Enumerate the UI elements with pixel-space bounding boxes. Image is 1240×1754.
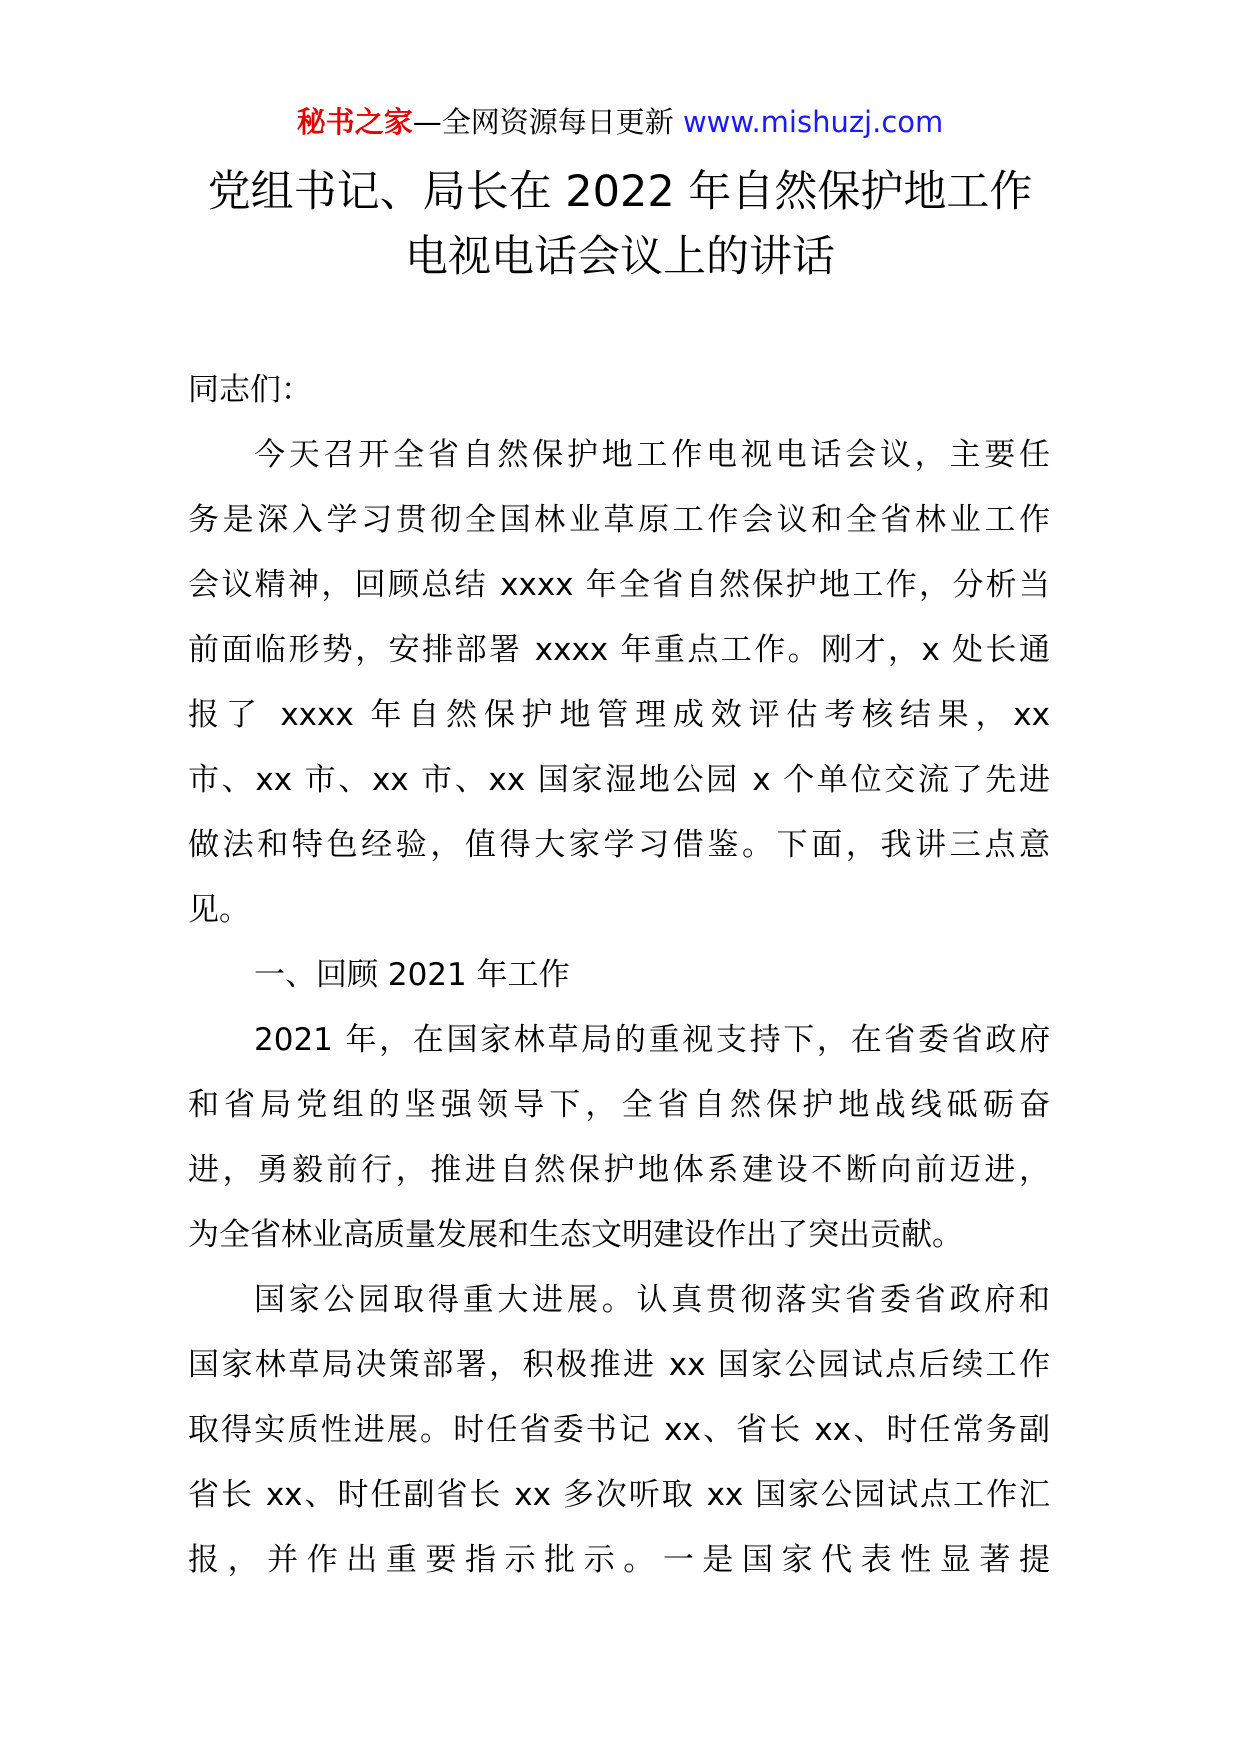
- paragraph-line: 报了 xxxx 年自然保护地管理成效评估考核结果，xx: [188, 697, 1050, 733]
- paragraph-line: 为全省林业高质量发展和生态文明建设作出了突出贡献。: [188, 1217, 963, 1253]
- document-title: [0, 160, 1240, 290]
- document-body: [188, 358, 1050, 1593]
- paragraph-line: 进，勇毅前行，推进自然保护地体系建设不断向前迈进，: [188, 1152, 1050, 1188]
- paragraph-line: 做法和特色经验，值得大家学习借鉴。下面，我讲三点意: [188, 827, 1050, 863]
- paragraph-line: 会议精神，回顾总结 xxxx 年全省自然保护地工作，分析当: [188, 567, 1050, 603]
- paragraph-line: 报，并作出重要指示批示。一是国家代表性显著提: [188, 1542, 1050, 1578]
- paragraph-line: 务是深入学习贯彻全国林业草原工作会议和全省林业工作: [188, 502, 1050, 538]
- site-url-link[interactable]: www.mishuzj.com: [682, 105, 944, 139]
- paragraph-line: 前面临形势，安排部署 xxxx 年重点工作。刚才，x 处长通: [188, 632, 1050, 668]
- paragraph-line: 省长 xx、时任副省长 xx 多次听取 xx 国家公园试点工作汇: [188, 1477, 1050, 1513]
- paragraph-line: 2021 年，在国家林草局的重视支持下，在省委省政府: [254, 1022, 1050, 1058]
- site-brand: 秘书之家: [296, 105, 413, 139]
- paragraph-line: 国家林草局决策部署，积极推进 xx 国家公园试点后续工作: [188, 1347, 1050, 1383]
- paragraph-line: 见。: [188, 892, 250, 928]
- paragraph-line: 今天召开全省自然保护地工作电视电话会议，主要任: [254, 437, 1050, 473]
- salutation: 同志们：: [188, 372, 312, 408]
- paragraph-line: 和省局党组的坚强领导下，全省自然保护地战线砥砺奋: [188, 1087, 1050, 1123]
- paragraph-line: 市、xx 市、xx 市、xx 国家湿地公园 x 个单位交流了先进: [188, 762, 1050, 798]
- title-line-1: 党组书记、局长在 2022 年自然保护地工作: [207, 167, 1033, 217]
- paragraph-line: 国家公园取得重大进展。认真贯彻落实省委省政府和: [254, 1282, 1050, 1318]
- paragraph-line: 取得实质性进展。时任省委书记 xx、省长 xx、时任常务副: [188, 1412, 1050, 1448]
- section-heading: 一、回顾 2021 年工作: [254, 957, 570, 993]
- site-slogan: —全网资源每日更新: [412, 105, 674, 139]
- site-header: [0, 100, 1240, 144]
- title-line-2: 电视电话会议上的讲话: [405, 232, 835, 282]
